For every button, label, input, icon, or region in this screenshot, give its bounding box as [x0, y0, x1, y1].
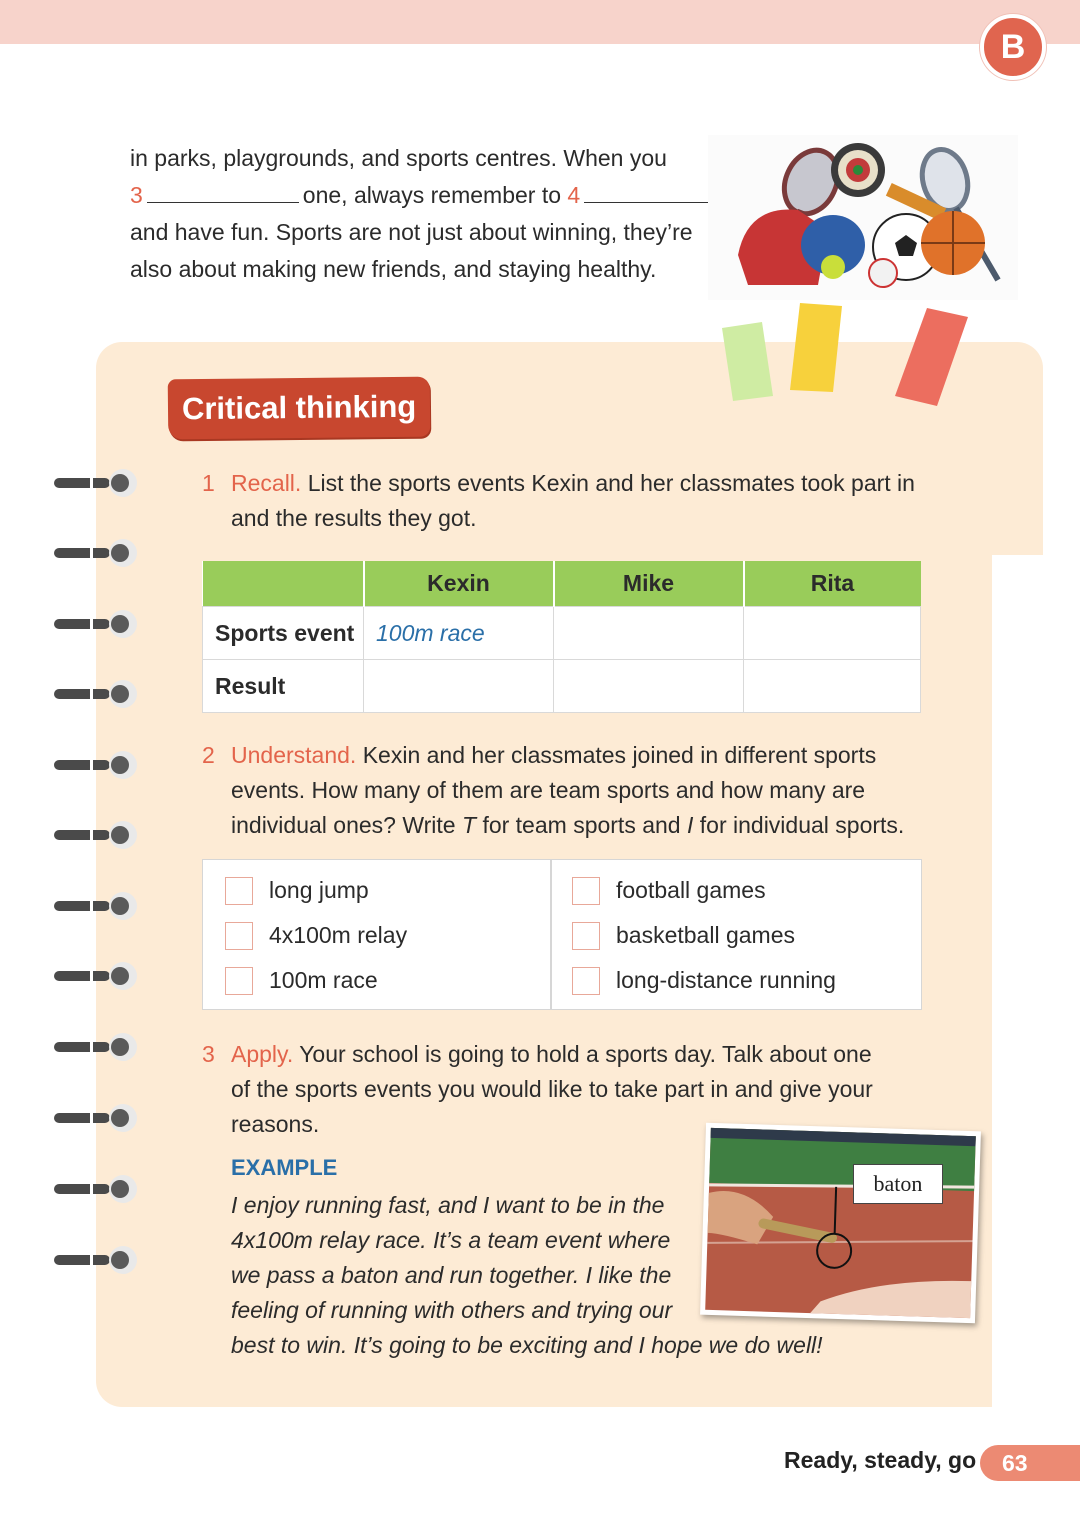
sport-label: basketball games — [616, 922, 795, 948]
answer-box[interactable] — [225, 922, 253, 950]
top-band — [0, 0, 1080, 44]
answer-box[interactable] — [572, 967, 600, 995]
intro-line-4: also about making new friends, and staying healthy. — [130, 256, 657, 282]
intro-line-2 — [130, 177, 730, 214]
table-cell[interactable]: 100m race — [364, 607, 554, 660]
table-row — [203, 607, 921, 660]
photo-frame — [700, 1123, 981, 1324]
table-header-row — [203, 561, 921, 607]
example-line: 4x100m relay race. It’s a team event where — [231, 1227, 671, 1253]
notebook-rings — [50, 466, 150, 1286]
question-2-text-2: events. How many of them are team sports and how many are — [231, 777, 866, 803]
example-title: EXAMPLE — [231, 1155, 338, 1180]
sport-label: football games — [616, 877, 766, 903]
answer-box[interactable] — [225, 877, 253, 905]
example-line: best to win. It’s going to be exciting and I hope we do well! — [231, 1332, 823, 1358]
page-number: 63 — [980, 1445, 1080, 1481]
table-header-cell: Kexin — [364, 561, 554, 607]
example-line: we pass a baton and run together. I like the — [231, 1262, 672, 1288]
question-3-text-1: Your school is going to hold a sports day. Talk about one — [299, 1041, 872, 1067]
question-2-text-3c: for individual sports. — [699, 812, 905, 838]
ring-icon — [50, 1243, 145, 1277]
ring-icon — [50, 748, 145, 782]
checklist-left-column — [225, 868, 575, 1003]
question-2 — [202, 738, 942, 843]
checklist-right-column — [572, 868, 922, 1003]
panel-corner — [940, 1340, 992, 1407]
table-cell[interactable] — [364, 660, 554, 713]
baton-pass-photo — [700, 1123, 981, 1324]
ring-icon — [50, 1172, 145, 1206]
example-line: feeling of running with others and trying our — [231, 1297, 673, 1323]
question-1-keyword: Recall. — [231, 470, 302, 496]
ring-icon — [50, 536, 145, 570]
answer-box[interactable] — [225, 967, 253, 995]
table-cell[interactable] — [554, 607, 744, 660]
intro-line-1: in parks, playgrounds, and sports centres. When you — [130, 145, 667, 171]
question-3-keyword: Apply. — [231, 1041, 294, 1067]
intro-paragraph — [130, 140, 730, 288]
dartboard-icon — [831, 143, 885, 197]
table-header-cell — [203, 561, 364, 607]
list-item — [572, 868, 922, 913]
table-header-cell: Mike — [554, 561, 744, 607]
question-2-text-1: Kexin and her classmates joined in different sports — [362, 742, 877, 768]
sport-label: long jump — [269, 877, 369, 903]
question-1 — [202, 466, 942, 536]
relay-photo — [700, 1123, 981, 1324]
sports-equipment-illustration — [708, 135, 1018, 300]
question-1-number: 1 — [202, 470, 215, 496]
question-3-number: 3 — [202, 1041, 215, 1067]
section-badge: B — [980, 14, 1046, 80]
ring-icon — [50, 818, 145, 852]
question-1-text-1: List the sports events Kexin and her classmates took part in — [307, 470, 915, 496]
table-cell[interactable] — [744, 607, 921, 660]
list-item — [225, 958, 575, 1003]
table-cell[interactable] — [554, 660, 744, 713]
sport-label: 4x100m relay — [269, 922, 408, 948]
ring-icon — [50, 607, 145, 641]
question-2-keyword: Understand. — [231, 742, 357, 768]
table-row-head: Result — [203, 660, 364, 713]
team-letter: T — [461, 812, 477, 838]
intro-line-3: and have fun. Sports are not just about winning, they’re — [130, 219, 693, 245]
table-row-head: Sports event — [203, 607, 364, 660]
baseball-icon — [869, 259, 897, 287]
list-item — [225, 868, 575, 913]
question-2-number: 2 — [202, 742, 215, 768]
ring-icon — [50, 1101, 145, 1135]
unit-title: Ready, steady, go — [784, 1447, 977, 1473]
individual-letter: I — [686, 812, 694, 838]
list-item — [225, 913, 575, 958]
ring-icon — [50, 466, 145, 500]
question-3-text-2: of the sports events you would like to take part in and give your — [231, 1076, 873, 1102]
blank-number-3: 3 — [130, 182, 143, 208]
sport-label: 100m race — [269, 967, 378, 993]
panel-notch — [992, 555, 1052, 1415]
answer-box[interactable] — [572, 922, 600, 950]
checklist-divider — [550, 860, 552, 1009]
results-table — [202, 561, 921, 713]
baton-label: baton — [853, 1164, 943, 1204]
sports-checklist — [202, 859, 922, 1010]
table-cell[interactable] — [744, 660, 921, 713]
tennis-ball-icon — [821, 255, 845, 279]
question-2-text-3 — [202, 808, 942, 843]
list-item — [572, 958, 922, 1003]
question-2-text-3b: for team sports and — [482, 812, 681, 838]
question-2-text-3a: individual ones? Write — [231, 812, 456, 838]
sport-label: long-distance running — [616, 967, 836, 993]
blank-number-4: 4 — [567, 182, 581, 208]
ring-icon — [50, 889, 145, 923]
intro-line-2-mid: one, always remember to — [302, 182, 562, 208]
table-row — [203, 660, 921, 713]
list-item — [572, 913, 922, 958]
ring-icon — [50, 677, 145, 711]
question-3-text-3: reasons. — [231, 1111, 320, 1137]
critical-thinking-label: Critical thinking — [168, 377, 431, 440]
answer-box[interactable] — [572, 877, 600, 905]
ring-icon — [50, 1030, 145, 1064]
question-1-text-2: and the results they got. — [231, 505, 477, 531]
blank-3[interactable] — [147, 182, 299, 203]
table-header-cell: Rita — [744, 561, 921, 607]
ring-icon — [50, 959, 145, 993]
example-line: I enjoy running fast, and I want to be in the — [231, 1192, 665, 1218]
